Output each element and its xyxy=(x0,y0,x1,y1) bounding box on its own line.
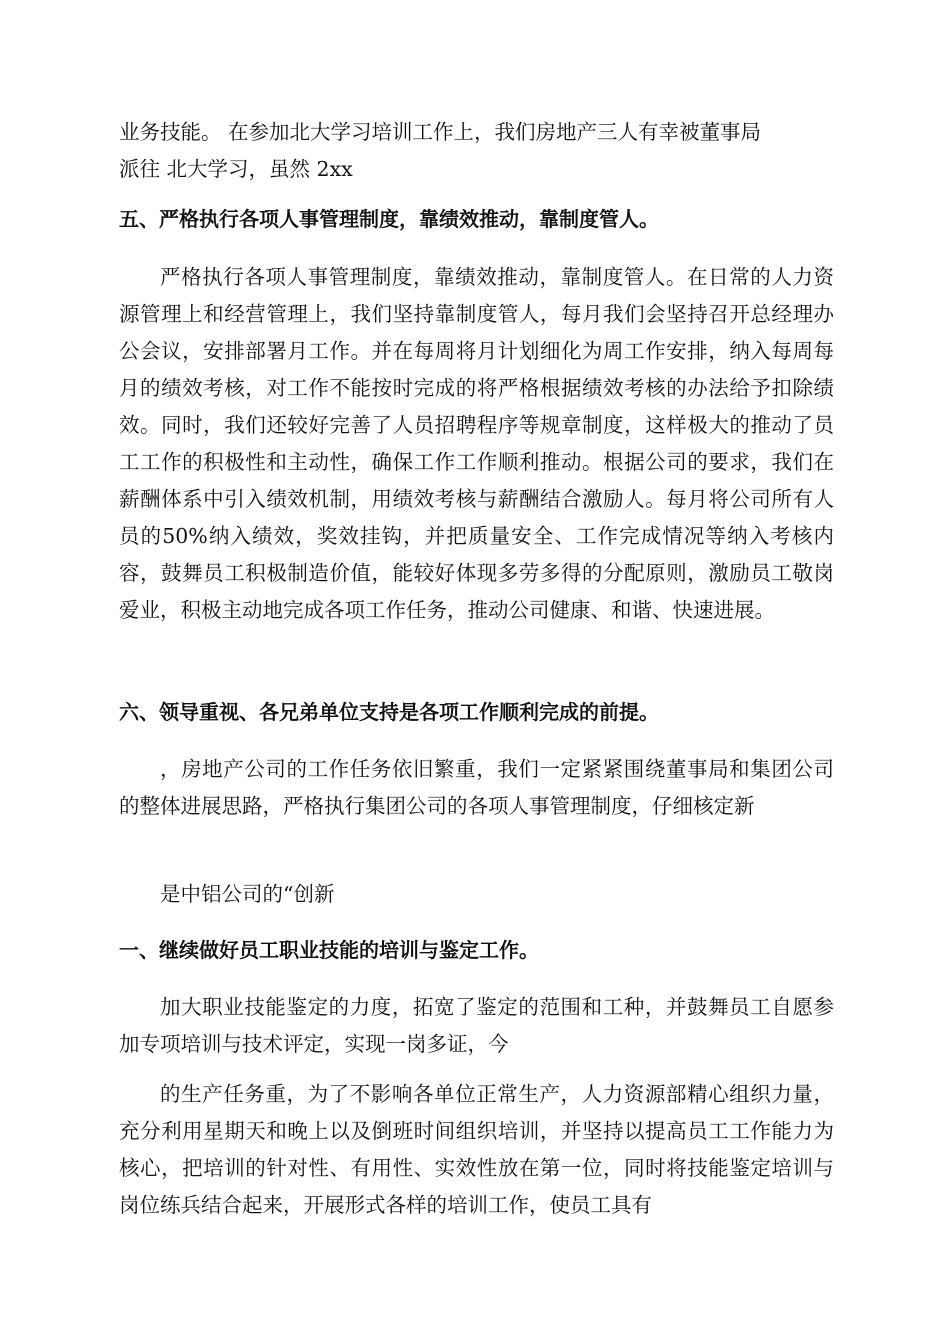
section-five-body: 严格执行各项人事管理制度，靠绩效推动，靠制度管人。在日常的人力资源管理上和经营管理上，我们坚持靠制度管人，每月我们会坚持召开总经理办公会议，安排部署月工作。并在每周将月计划细化为周工作安排，纳入每周每月的绩效考核，对工作不能按时完成的将严格根据绩效考核的办法给予扣除绩效。同时，我们还较好完善了人员招聘程序等规章制度，这样极大的推动了员工工作的积极性和主动性，确保工作工作顺利推动。根据公司的要求，我们在薪酬体系中引入绩效机制，用绩效考核与薪酬结合激励人。每月将公司所有人员的50%纳入绩效，奖效挂钩，并把质量安全、工作完成情况等纳入考核内容，鼓舞员工积极制造价值，能较好体现多劳多得的分配原则，激励员工敬岗爱业，积极主动地完成各项工作任务，推动公司健康、和谐、快速进展。 xyxy=(119,265,834,622)
section-one-heading: 一、继续做好员工职业技能的培训与鉴定工作。 xyxy=(119,938,539,962)
section-one-body-continued: 的生产任务重，为了不影响各单位正常生产，人力资源部精心组织力量，充分利用星期天和晚上以及倒班时间组织培训，并坚持以提高员工工作能力为核心，把培训的针对性、有用性、实效性放在第一位，同时将技能鉴定培训与岗位练兵结合起来，开展形式各样的培训工作，使员工具有 xyxy=(119,1082,834,1217)
section-six-body: ，房地产公司的工作任务依旧繁重，我们一定紧紧围绕董事局和集团公司的整体进展思路，严格执行集团公司的各项人事管理制度，仔细核定新 xyxy=(119,757,834,818)
section-six-fragment: 是中铝公司的“创新 xyxy=(160,882,335,906)
intro-line-2: 派往 北大学习，虽然 2xx xyxy=(119,157,353,181)
section-one-body: 加大职业技能鉴定的力度，拓宽了鉴定的范围和工种，并鼓舞员工自愿参加专项培训与技术评定，实现一岗多证，今 xyxy=(119,995,834,1056)
intro-paragraph xyxy=(119,114,834,188)
section-five-heading: 五、严格执行各项人事管理制度，靠绩效推动，靠制度管人。 xyxy=(119,207,659,231)
section-six-heading: 六、领导重视、各兄弟单位支持是各项工作顺利完成的前提。 xyxy=(119,700,659,724)
intro-line-1: 业务技能。 在参加北大学习培训工作上，我们房地产三人有幸被董事局 xyxy=(119,120,762,144)
